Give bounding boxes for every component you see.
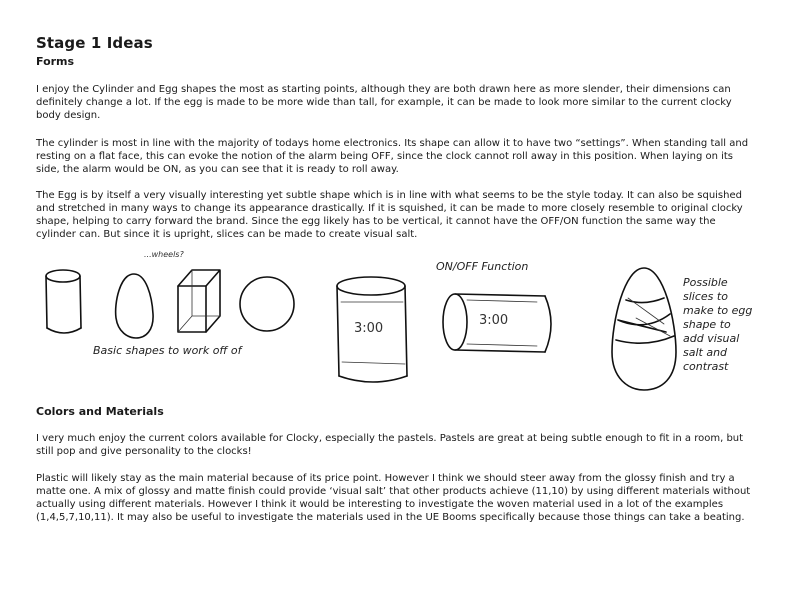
colors-paragraph-2: Plastic will likely stay as the main material because of its price point. However I think we should steer away from the glossy finish and try a matte one. A mix of glossy and matte finish could provide ‘visual salt’ that other products achieve (11,10) by using different materials without actually using different materials. However I think it would be interesting to investigate the woven material used in a lot of the examples (1,4,5,7,10,11). It may also be useful to investigate the materials used in the UE Booms specifically because those things can take a beating. — [36, 473, 751, 523]
egg-slices-sketch — [606, 262, 686, 402]
forms-paragraph-2: The cylinder is most in line with the majority of todays home electronics. Its shape can allow it to have two “settings”. When standing tall and resting on a flat face, this can evoke the notion of the alarm being OFF, since the clock cannot roll away in this position. When laying on its side, the alarm would be ON, as you can see that it is ready to roll away. — [36, 138, 749, 175]
slices-caption-line-7: contrast — [683, 360, 729, 373]
sketch-illustrations — [36, 248, 758, 398]
forms-paragraph-3: The Egg is by itself a very visually interesting yet subtle shape which is in line with what seems to be the style today. It can also be squished and stretched in many ways to change its appearance drastically. If it is squished, it can be made to more closely resemble to original clocky shape, helping to carry forward the brand. Since the egg likely has to be vertical, it cannot have the OFF/ON function the same way the cylinder can. But since it is upright, slices can be made to create visual salt. — [36, 190, 743, 240]
wheels-note: ...wheels? — [144, 250, 184, 259]
forms-paragraph-1: I enjoy the Cylinder and Egg shapes the most as starting points, although they are both drawn here as more slender, their dimensions can definitely change a lot. If the egg is made to be more wide than tall, for example, it can be made to look more similar to the current clocky body design. — [36, 84, 732, 121]
slices-caption-line-5: add visual — [683, 332, 740, 345]
slices-caption-line-3: make to egg — [683, 304, 753, 317]
slices-caption-line-4: shape to — [683, 318, 731, 331]
onoff-sketch — [331, 272, 561, 402]
clock-face-side: 3:00 — [479, 313, 509, 328]
colors-paragraph-1: I very much enjoy the current colors available for Clocky, especially the pastels. Pastels are great at being subtle enough to fit in a room, but still pop and give personality to the clocks! — [36, 433, 744, 457]
clock-face-upright: 3:00 — [354, 321, 384, 336]
basic-shapes-sketch — [36, 248, 306, 358]
basic-shapes-caption: Basic shapes to work off of — [93, 344, 242, 357]
slices-caption-line-2: slices to — [683, 290, 728, 303]
colors-materials-heading: Colors and Materials — [36, 405, 164, 418]
slices-caption-line-1: Possible — [683, 276, 728, 289]
page-title: Stage 1 Ideas — [36, 34, 153, 52]
onoff-caption: ON/OFF Function — [436, 260, 529, 273]
forms-heading: Forms — [36, 55, 75, 68]
slices-caption-line-6: salt and — [683, 346, 728, 359]
